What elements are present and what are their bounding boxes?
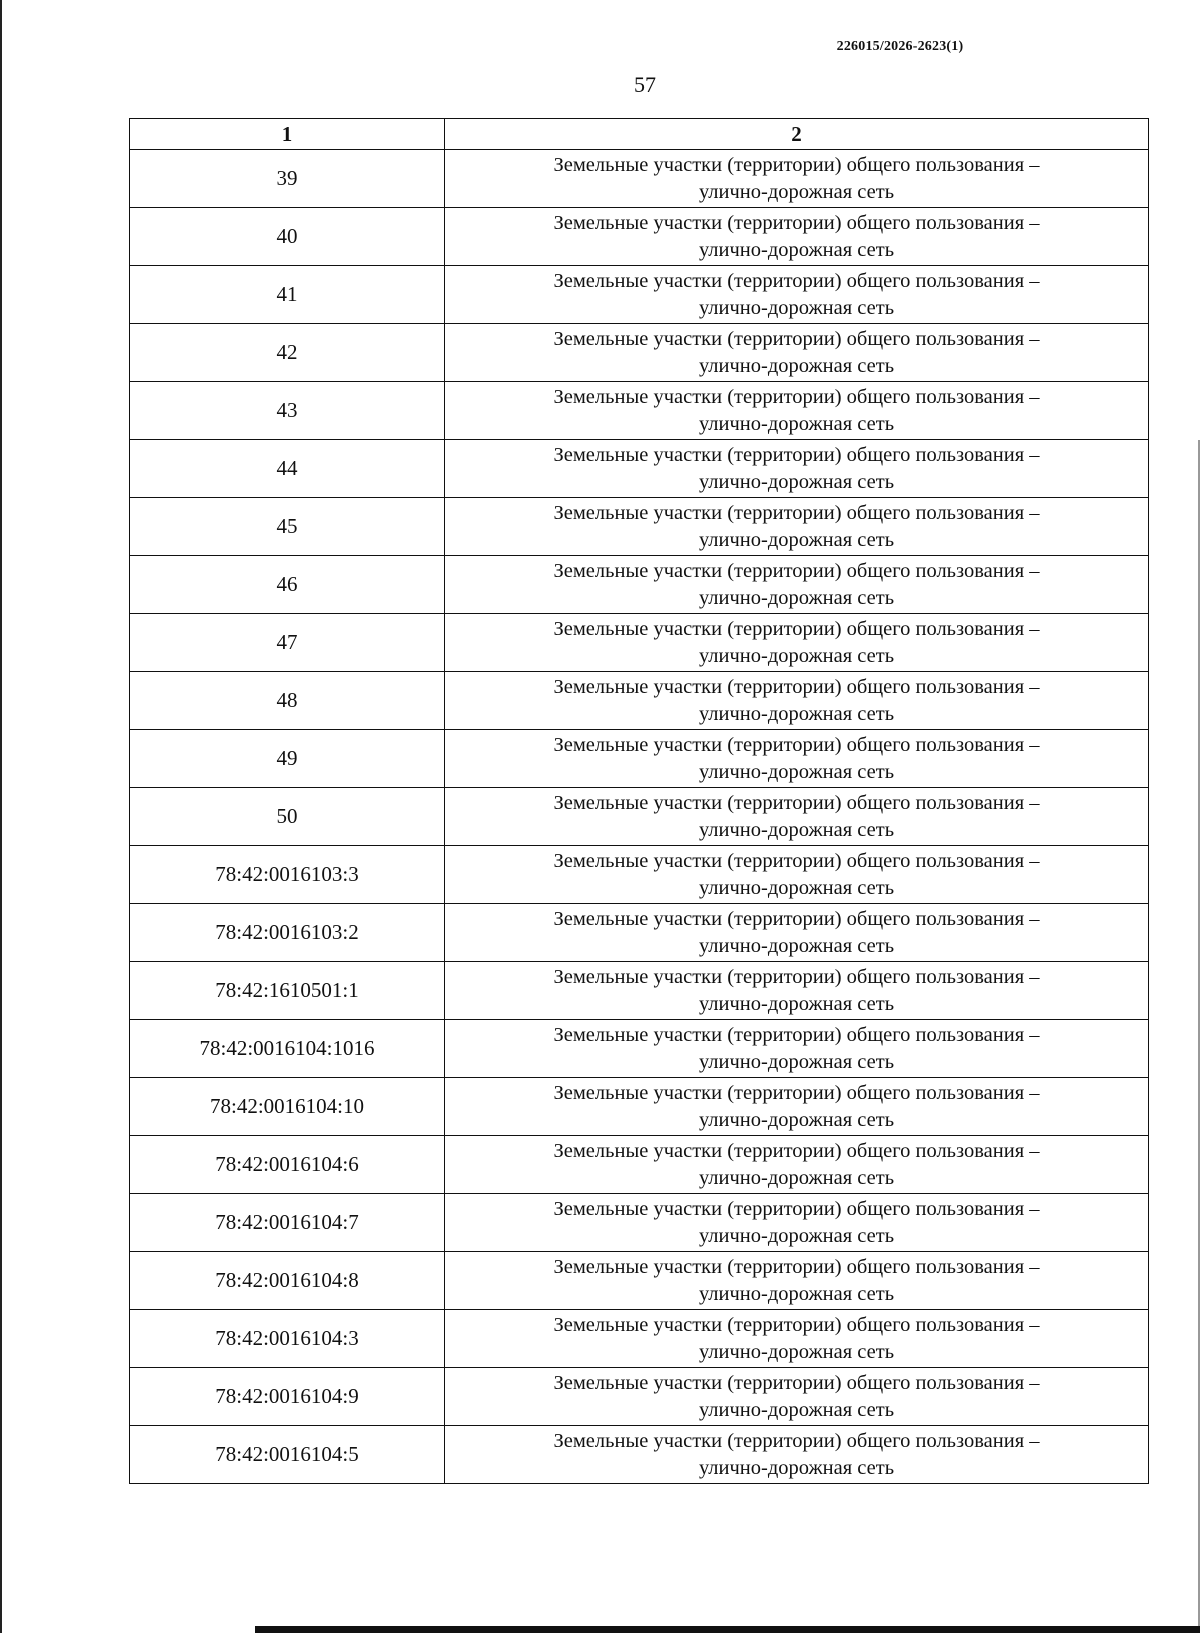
description-line-2: улично-дорожная сеть — [698, 876, 895, 899]
plot-id-cell: 78:42:0016103:3 — [130, 846, 445, 904]
description-line-2: улично-дорожная сеть — [698, 1456, 895, 1479]
description-line-2: улично-дорожная сеть — [698, 1224, 895, 1247]
plot-description-cell — [445, 556, 1149, 614]
plot-id-cell: 78:42:0016104:1016 — [130, 1020, 445, 1078]
description-line-2: улично-дорожная сеть — [698, 1340, 895, 1363]
description-line-2: улично-дорожная сеть — [698, 1166, 895, 1189]
plot-description-cell — [445, 1136, 1149, 1194]
description-line-1: Земельные участки (территории) общего пользования – — [553, 211, 1040, 234]
plot-id-cell: 48 — [130, 672, 445, 730]
description-line-1: Земельные участки (территории) общего пользования – — [553, 1255, 1040, 1278]
plot-description-cell — [445, 150, 1149, 208]
description-line-1: Земельные участки (территории) общего пользования – — [553, 269, 1040, 292]
description-line-1: Земельные участки (территории) общего пользования – — [553, 327, 1040, 350]
plot-description-cell — [445, 1194, 1149, 1252]
plot-description-cell — [445, 730, 1149, 788]
table-row — [130, 556, 1149, 614]
table-row — [130, 846, 1149, 904]
description-line-2: улично-дорожная сеть — [698, 1050, 895, 1073]
description-line-1: Земельные участки (территории) общего пользования – — [553, 1139, 1040, 1162]
plot-id-cell: 44 — [130, 440, 445, 498]
description-line-2: улично-дорожная сеть — [698, 1282, 895, 1305]
plot-description-cell — [445, 846, 1149, 904]
plot-id-cell: 78:42:0016104:9 — [130, 1368, 445, 1426]
plot-description-cell — [445, 962, 1149, 1020]
description-line-2: улично-дорожная сеть — [698, 296, 895, 319]
description-line-2: улично-дорожная сеть — [698, 818, 895, 841]
description-line-1: Земельные участки (территории) общего пользования – — [553, 385, 1040, 408]
description-line-2: улично-дорожная сеть — [698, 934, 895, 957]
plot-description-cell — [445, 614, 1149, 672]
table-row — [130, 208, 1149, 266]
description-line-1: Земельные участки (территории) общего пользования – — [553, 1081, 1040, 1104]
table-row — [130, 672, 1149, 730]
plot-description-cell — [445, 266, 1149, 324]
plot-description-cell — [445, 788, 1149, 846]
description-line-2: улично-дорожная сеть — [698, 528, 895, 551]
description-line-1: Земельные участки (территории) общего пользования – — [553, 1023, 1040, 1046]
plot-id-cell: 78:42:0016104:5 — [130, 1426, 445, 1484]
table-row — [130, 382, 1149, 440]
description-line-1: Земельные участки (территории) общего пользования – — [553, 1371, 1040, 1394]
description-line-2: улично-дорожная сеть — [698, 470, 895, 493]
table-row — [130, 788, 1149, 846]
plot-description-cell — [445, 904, 1149, 962]
description-line-2: улично-дорожная сеть — [698, 412, 895, 435]
table-row — [130, 324, 1149, 382]
table-body — [130, 150, 1149, 1484]
description-line-1: Земельные участки (территории) общего пользования – — [553, 965, 1040, 988]
plot-description-cell — [445, 440, 1149, 498]
page-number: 57 — [634, 72, 656, 97]
description-line-2: улично-дорожная сеть — [698, 1398, 895, 1421]
plot-id-cell: 45 — [130, 498, 445, 556]
table-row — [130, 266, 1149, 324]
plot-id-cell: 78:42:0016104:3 — [130, 1310, 445, 1368]
document-number: 226015/2026-2623(1) — [836, 39, 964, 54]
plot-description-cell — [445, 208, 1149, 266]
description-line-1: Земельные участки (территории) общего пользования – — [553, 907, 1040, 930]
table-row — [130, 1136, 1149, 1194]
description-line-2: улично-дорожная сеть — [698, 702, 895, 725]
description-line-1: Земельные участки (территории) общего пользования – — [553, 1197, 1040, 1220]
table-row — [130, 1310, 1149, 1368]
table-row — [130, 614, 1149, 672]
plot-description-cell — [445, 1078, 1149, 1136]
description-line-2: улично-дорожная сеть — [698, 992, 895, 1015]
column-header-2: 2 — [445, 119, 1149, 150]
table-row — [130, 1078, 1149, 1136]
table-row — [130, 904, 1149, 962]
plot-id-cell: 41 — [130, 266, 445, 324]
description-line-1: Земельные участки (территории) общего пользования – — [553, 675, 1040, 698]
plot-id-cell: 78:42:0016104:7 — [130, 1194, 445, 1252]
scan-edge-bottom — [255, 1626, 1200, 1633]
description-line-1: Земельные участки (территории) общего пользования – — [553, 849, 1040, 872]
description-line-1: Земельные участки (территории) общего пользования – — [553, 733, 1040, 756]
plot-id-cell: 50 — [130, 788, 445, 846]
plot-id-cell: 49 — [130, 730, 445, 788]
column-header-1: 1 — [130, 119, 445, 150]
description-line-2: улично-дорожная сеть — [698, 760, 895, 783]
table-header-row — [130, 119, 1149, 150]
table-row — [130, 440, 1149, 498]
plot-id-cell: 78:42:0016103:2 — [130, 904, 445, 962]
plot-description-cell — [445, 1310, 1149, 1368]
table-row — [130, 1020, 1149, 1078]
plot-description-cell — [445, 1426, 1149, 1484]
plot-id-cell: 46 — [130, 556, 445, 614]
description-line-2: улично-дорожная сеть — [698, 1108, 895, 1131]
description-line-1: Земельные участки (территории) общего пользования – — [553, 617, 1040, 640]
plot-id-cell: 40 — [130, 208, 445, 266]
plot-id-cell: 78:42:0016104:6 — [130, 1136, 445, 1194]
description-line-1: Земельные участки (территории) общего пользования – — [553, 501, 1040, 524]
plot-description-cell — [445, 672, 1149, 730]
plot-description-cell — [445, 498, 1149, 556]
table-row — [130, 498, 1149, 556]
plot-id-cell: 43 — [130, 382, 445, 440]
description-line-2: улично-дорожная сеть — [698, 586, 895, 609]
description-line-2: улично-дорожная сеть — [698, 238, 895, 261]
plot-description-cell — [445, 1020, 1149, 1078]
table-row — [130, 730, 1149, 788]
plot-id-cell: 39 — [130, 150, 445, 208]
plot-description-cell — [445, 1252, 1149, 1310]
plot-id-cell: 42 — [130, 324, 445, 382]
description-line-2: улично-дорожная сеть — [698, 354, 895, 377]
table-row — [130, 1426, 1149, 1484]
description-line-1: Земельные участки (территории) общего пользования – — [553, 791, 1040, 814]
plot-id-cell: 78:42:1610501:1 — [130, 962, 445, 1020]
description-line-1: Земельные участки (территории) общего пользования – — [553, 153, 1040, 176]
land-plots-table — [129, 118, 1149, 1484]
plot-id-cell: 78:42:0016104:10 — [130, 1078, 445, 1136]
plot-description-cell — [445, 324, 1149, 382]
description-line-1: Земельные участки (территории) общего пользования – — [553, 1313, 1040, 1336]
table-row — [130, 150, 1149, 208]
description-line-2: улично-дорожная сеть — [698, 180, 895, 203]
plot-description-cell — [445, 382, 1149, 440]
table-row — [130, 1368, 1149, 1426]
table-row — [130, 1194, 1149, 1252]
description-line-1: Земельные участки (территории) общего пользования – — [553, 559, 1040, 582]
table-row — [130, 962, 1149, 1020]
plot-id-cell: 78:42:0016104:8 — [130, 1252, 445, 1310]
scan-edge-left — [0, 0, 2, 1633]
description-line-1: Земельные участки (территории) общего пользования – — [553, 1429, 1040, 1452]
plot-description-cell — [445, 1368, 1149, 1426]
plot-id-cell: 47 — [130, 614, 445, 672]
description-line-2: улично-дорожная сеть — [698, 644, 895, 667]
description-line-1: Земельные участки (территории) общего пользования – — [553, 443, 1040, 466]
table-row — [130, 1252, 1149, 1310]
